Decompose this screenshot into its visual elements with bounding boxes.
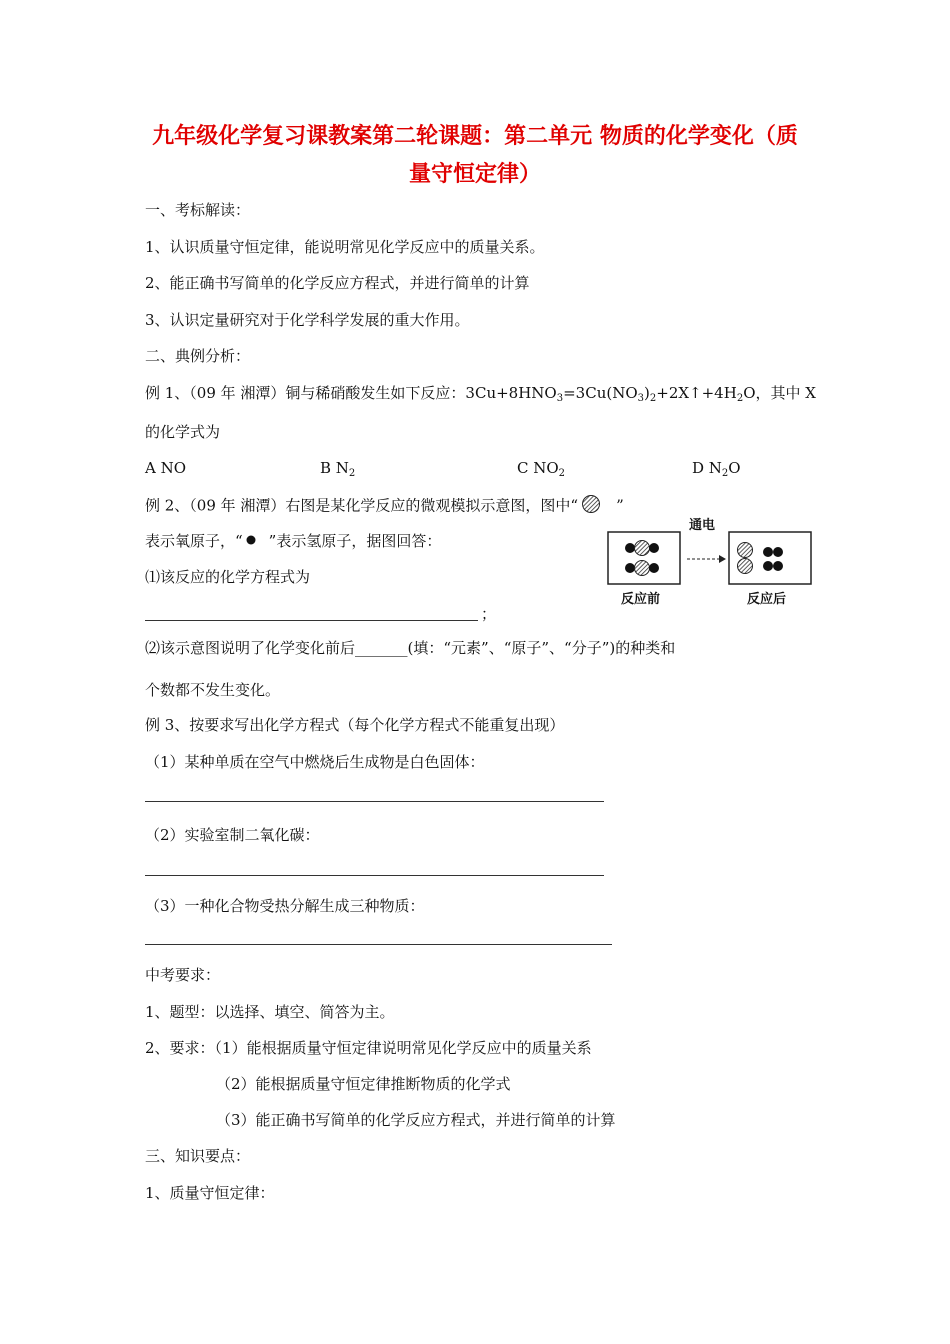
example-1-question: 例 1、（09 年 湘潭）铜与稀硝酸发生如下反应：$3Cu+8HNO_3=3Cu(NO_3)_2+2X↑+4H_2O$，其中 X [145,384,816,404]
option-d: D $N_2O$ [692,459,741,479]
answer-line [145,875,604,876]
after-label: 反应后 [747,592,787,607]
example-2-question-cont: 表示氧原子，“ ”表示氢原子，据图回答： [145,532,442,550]
section-3-item-1: 1、质量守恒定律： [145,1184,275,1202]
exam-requirements-item-2b: （2）能根据质量守恒定律推断物质的化学式 [216,1075,511,1093]
reaction-diagram-svg [607,528,813,586]
section-2-heading: 二、典例分析： [145,347,251,365]
after-box [729,532,811,584]
exam-requirements-item-2: 2、要求：（1）能根据质量守恒定律说明常见化学反应中的质量关系 [145,1039,592,1057]
section-3-heading: 三、知识要点： [145,1147,251,1165]
example-3-q2: （2）实验室制二氧化碳： [145,826,320,844]
before-box [608,532,680,584]
example-2-q2-cont: 个数都不发生变化。 [145,681,281,699]
before-label: 反应前 [621,592,661,607]
option-a: A NO [145,459,187,477]
option-b: B $N_2$ [320,459,356,479]
section-1-heading: 一、考标解读： [145,201,251,219]
answer-line [145,944,612,945]
example-3-heading: 例 3、按要求写出化学方程式（每个化学方程式不能重复出现） [145,716,565,734]
exam-requirements-item-1: 1、题型：以选择、填空、简答为主。 [145,1003,395,1021]
reaction-diagram [607,518,813,608]
arrow-label: 通电 [689,518,716,533]
example-3-q1: （1）某种单质在空气中燃烧后生成物是白色固体： [145,753,485,771]
example-2-question: 例 2、（09 年 湘潭）右图是某化学反应的微观模拟示意图，图中“ ” [145,494,624,519]
answer-line [145,801,604,802]
document-title [120,118,830,194]
example-1-question-cont: 的化学式为 [145,423,221,441]
option-c: C $NO_2$ [517,459,566,479]
section-1-item-1: 1、认识质量守恒定律，能说明常见化学反应中的质量关系。 [145,238,545,256]
example-3-q3: （3）一种化合物受热分解生成三种物质： [145,897,425,915]
exam-requirements-item-2c: （3）能正确书写简单的化学反应方程式，并进行简单的计算 [216,1111,616,1129]
example-2-q2: ⑵该示意图说明了化学变化前后_______(填：“元素”、“原子”、“分子”)的种类和 [145,639,676,657]
title-line-2: 量守恒定律） [408,162,541,187]
answer-line [145,620,478,621]
exam-requirements-heading: 中考要求： [145,966,221,984]
example-2-q1-end: ； [481,605,497,623]
section-1-item-2: 2、能正确书写简单的化学反应方程式，并进行简单的计算 [145,274,530,292]
hydrogen-atom-icon [243,532,259,552]
title-line-1: 九年级化学复习课教案第二轮课题：第二单元 物质的化学变化（质 [152,124,798,149]
oxygen-atom-icon [578,494,604,519]
example-2-q1: ⑴该反应的化学方程式为 [145,568,311,586]
section-1-item-3: 3、认识定量研究对于化学科学发展的重大作用。 [145,311,470,329]
